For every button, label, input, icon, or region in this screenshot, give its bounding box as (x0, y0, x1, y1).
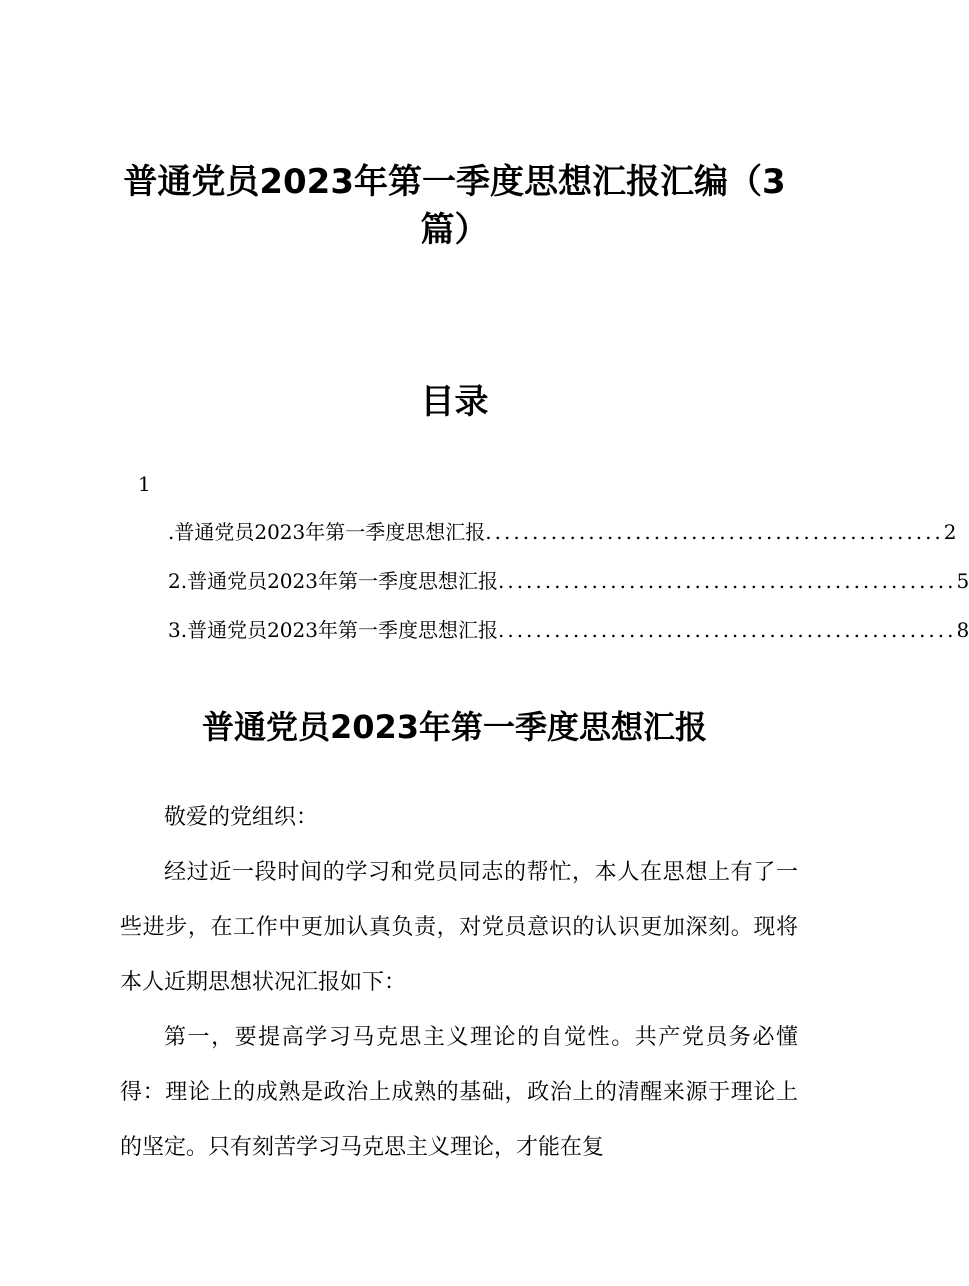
toc-entry[interactable] (168, 612, 969, 661)
toc-entry-label: 2.普通党员2023年第一季度思想汇报 (168, 569, 498, 593)
section-title: 普通党员2023年第一季度思想汇报 (201, 708, 708, 746)
salutation: 敬爱的党组织： (164, 805, 319, 830)
toc-leader-dots: ................................................. (485, 520, 944, 544)
toc-heading: 目录 (420, 382, 489, 422)
toc-number-prefix: 1 (138, 472, 151, 496)
table-of-contents (168, 514, 969, 661)
toc-entry[interactable] (168, 514, 957, 563)
toc-entry-page: 8 (956, 618, 969, 642)
toc-entry-label: .普通党员2023年第一季度思想汇报 (168, 520, 486, 544)
body-text (120, 790, 798, 1175)
toc-entry-label: 3.普通党员2023年第一季度思想汇报 (168, 618, 498, 642)
toc-leader-dots: ................................................. (497, 569, 957, 593)
toc-leader-dots: ................................................. (497, 618, 957, 642)
document-title: 普通党员2023年第一季度思想汇报汇编（3篇） (123, 162, 786, 250)
toc-entry-page: 5 (956, 569, 969, 593)
toc-entry-page: 2 (943, 520, 957, 544)
body-paragraph: 第一，要提高学习马克思主义理论的自觉性。共产党员务必懂得：理论上的成熟是政治上成熟的基础，政治上的清醒来源于理论上的坚定。只有刻苦学习马克思主义理论，才能在复 (120, 1025, 798, 1160)
body-paragraph: 经过近一段时间的学习和党员同志的帮忙，本人在思想上有了一些进步，在工作中更加认真负责，对党员意识的认识更加深刻。现将本人近期思想状况汇报如下： (120, 860, 798, 995)
toc-entry[interactable] (168, 563, 969, 612)
